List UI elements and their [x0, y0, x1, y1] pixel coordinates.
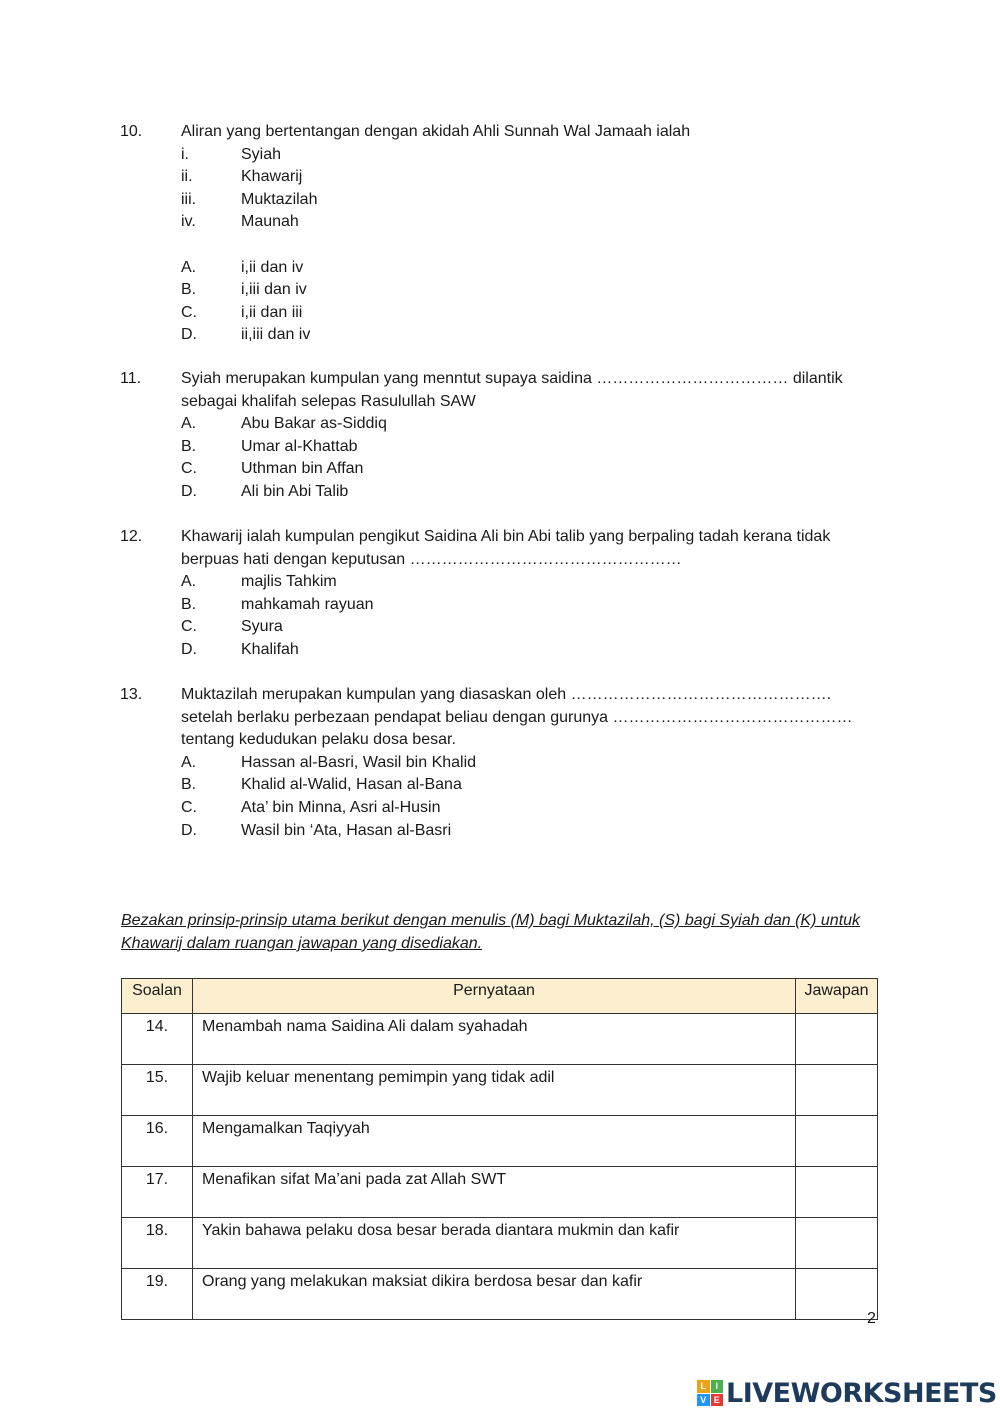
header-soalan: Soalan: [122, 979, 193, 1014]
answer-option[interactable]: [181, 436, 880, 459]
answer-option[interactable]: [181, 257, 880, 280]
row-number: 14.: [122, 1014, 193, 1065]
row-number: 17.: [122, 1167, 193, 1218]
question-text: Syiah merupakan kumpulan yang menntut supaya saidina ……………………………… dilantik sebagai khalifah selepas Rasulullah SAW: [181, 370, 843, 410]
liveworksheets-logo-icon: L I V E: [697, 1380, 723, 1406]
option-label: A.: [181, 753, 197, 771]
question-12: [120, 526, 880, 662]
option-label: A.: [181, 258, 197, 276]
page-number: 2: [867, 1310, 876, 1327]
question-13: [120, 684, 880, 842]
option-label: B.: [181, 776, 197, 794]
question-number: 13.: [120, 686, 143, 703]
row-statement: Orang yang melakukan maksiat dikira berdosa besar dan kafir: [193, 1269, 796, 1320]
question-number: 10.: [120, 123, 143, 140]
answer-cell[interactable]: [796, 1167, 878, 1218]
option-text: ii,iii dan iv: [241, 326, 311, 344]
answer-option[interactable]: [181, 302, 880, 325]
option-label: B.: [181, 281, 197, 299]
statement-text: Maunah: [241, 213, 299, 231]
option-text: Hassan al-Basri, Wasil bin Khalid: [241, 753, 477, 771]
answer-option[interactable]: [181, 639, 880, 662]
question-number: 12.: [120, 528, 143, 545]
answer-option[interactable]: [181, 481, 880, 504]
table-header-row: [122, 979, 878, 1014]
question-10: [120, 121, 880, 347]
option-text: i,ii dan iv: [241, 258, 304, 276]
option-label: A.: [181, 415, 197, 433]
statement-item: [181, 211, 880, 234]
table-row: [122, 1269, 878, 1320]
brand-name: LIVEWORKSHEETS: [726, 1377, 997, 1409]
option-text: Ali bin Abi Talib: [241, 482, 349, 500]
answer-option[interactable]: [181, 571, 880, 594]
answer-option[interactable]: [181, 797, 880, 820]
statement-label: iii.: [181, 190, 197, 208]
table-row: [122, 1218, 878, 1269]
statement-item: [181, 189, 880, 212]
statement-text: Khawarij: [241, 168, 303, 186]
question-text: Khawarij ialah kumpulan pengikut Saidina Ali bin Abi talib yang berpaling tadah kerana tidak berpuas hati dengan keputusan ……………………………………………: [181, 528, 831, 568]
option-label: D.: [181, 640, 197, 658]
option-label: B.: [181, 437, 197, 455]
answer-option[interactable]: [181, 413, 880, 436]
option-label: C.: [181, 303, 197, 321]
answer-cell[interactable]: [796, 1065, 878, 1116]
option-label: A.: [181, 573, 197, 591]
option-label: C.: [181, 798, 197, 816]
answer-option[interactable]: [181, 279, 880, 302]
statement-text: Syiah: [241, 145, 282, 163]
answer-cell[interactable]: [796, 1116, 878, 1167]
answer-option[interactable]: [181, 774, 880, 797]
table-row: [122, 1014, 878, 1065]
option-label: B.: [181, 595, 197, 613]
answer-cell[interactable]: [796, 1014, 878, 1065]
row-statement: Wajib keluar menentang pemimpin yang tidak adil: [193, 1065, 796, 1116]
statement-label: i.: [181, 145, 189, 163]
statement-text: Muktazilah: [241, 190, 318, 208]
option-label: D.: [181, 326, 197, 344]
answer-option[interactable]: [181, 752, 880, 775]
option-text: mahkamah rayuan: [241, 595, 374, 613]
answer-cell[interactable]: [796, 1218, 878, 1269]
option-label: D.: [181, 482, 197, 500]
answer-option[interactable]: [181, 616, 880, 639]
section-instruction: Bezakan prinsip-prinsip utama berikut dengan menulis (M) bagi Muktazilah, (S) bagi Syiah dan (K) untuk Khawarij dalam ruangan jawapan yang disediakan.: [121, 912, 861, 952]
row-number: 19.: [122, 1269, 193, 1320]
answer-option[interactable]: [181, 820, 880, 843]
option-text: Umar al-Khattab: [241, 437, 358, 455]
answer-table: [121, 978, 878, 1320]
option-text: Syura: [241, 618, 283, 636]
row-statement: Yakin bahawa pelaku dosa besar berada diantara mukmin dan kafir: [193, 1218, 796, 1269]
row-statement: Menafikan sifat Ma’ani pada zat Allah SWT: [193, 1167, 796, 1218]
row-number: 18.: [122, 1218, 193, 1269]
table-row: [122, 1116, 878, 1167]
statement-label: ii.: [181, 168, 193, 186]
table-row: [122, 1065, 878, 1116]
row-statement: Mengamalkan Taqiyyah: [193, 1116, 796, 1167]
option-text: Ata’ bin Minna, Asri al-Husin: [241, 798, 441, 816]
option-label: C.: [181, 618, 197, 636]
header-jawapan: Jawapan: [796, 979, 878, 1014]
answer-option[interactable]: [181, 594, 880, 617]
answer-option[interactable]: [181, 324, 880, 347]
liveworksheets-brand[interactable]: [697, 1376, 997, 1410]
question-text: Muktazilah merupakan kumpulan yang diasaskan oleh …………………………………………. setelah berlaku perbezaan pendapat beliau dengan gurunya ……………………………………… tentang kedudukan pelaku dosa besar.: [181, 686, 853, 749]
option-text: Khalid al-Walid, Hasan al-Bana: [241, 776, 462, 794]
option-label: C.: [181, 460, 197, 478]
statement-label: iv.: [181, 213, 196, 231]
header-pernyataan: Pernyataan: [193, 979, 796, 1014]
row-number: 16.: [122, 1116, 193, 1167]
option-label: D.: [181, 821, 197, 839]
answer-cell[interactable]: [796, 1269, 878, 1320]
statement-item: [181, 144, 880, 167]
question-number: 11.: [120, 370, 142, 387]
option-text: i,ii dan iii: [241, 303, 303, 321]
option-text: Abu Bakar as-Siddiq: [241, 415, 387, 433]
option-text: Khalifah: [241, 640, 299, 658]
option-text: Wasil bin ‘Ata, Hasan al-Basri: [241, 821, 452, 839]
question-11: [120, 368, 880, 504]
statement-item: [181, 166, 880, 189]
option-text: majlis Tahkim: [241, 573, 337, 591]
option-text: i,iii dan iv: [241, 281, 307, 299]
option-text: Uthman bin Affan: [241, 460, 364, 478]
row-number: 15.: [122, 1065, 193, 1116]
table-row: [122, 1167, 878, 1218]
row-statement: Menambah nama Saidina Ali dalam syahadah: [193, 1014, 796, 1065]
question-text: Aliran yang bertentangan dengan akidah Ahli Sunnah Wal Jamaah ialah: [181, 123, 691, 140]
answer-option[interactable]: [181, 458, 880, 481]
